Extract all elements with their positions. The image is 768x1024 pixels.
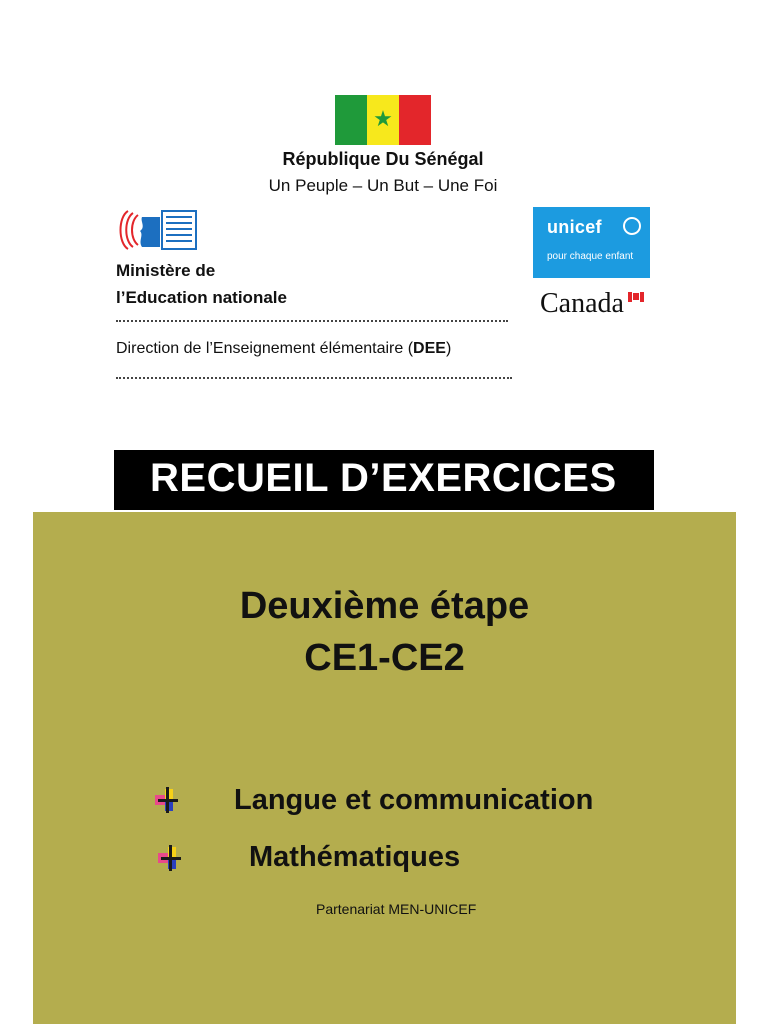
stage-line2: CE1-CE2 — [304, 637, 465, 679]
unicef-name: unicef — [547, 217, 602, 237]
ministry-name-line2: l’Education nationale — [116, 288, 287, 307]
national-motto: Un Peuple – Un But – Une Foi — [268, 176, 498, 195]
partnership-text: Partenariat MEN-UNICEF — [316, 901, 477, 917]
direction-abbr: DEE — [413, 340, 446, 357]
ministry-logo — [116, 207, 200, 253]
cover-title: RECUEIL D’EXERCICES — [150, 456, 617, 500]
canada-wordmark: Canada — [540, 288, 624, 319]
ministry-name-line1: Ministère de — [116, 261, 216, 280]
maple-leaf-flag-icon — [628, 292, 644, 302]
unicef-logo — [533, 207, 650, 278]
senegal-flag — [335, 95, 431, 145]
divider — [116, 377, 512, 379]
globe-icon — [623, 217, 641, 235]
stage-heading — [33, 580, 736, 684]
divider — [116, 320, 508, 322]
direction-text: Direction de l’Enseignement élémentaire (DEE) — [116, 340, 452, 357]
ministry-name — [116, 257, 287, 311]
country-name: République Du Sénégal — [282, 149, 484, 169]
stage-line1: Deuxième étape — [239, 585, 530, 627]
star-icon: ★ — [373, 106, 393, 132]
bullet-icon — [155, 787, 179, 813]
subject-item: Mathématiques — [249, 841, 461, 873]
unicef-tagline: pour chaque enfant — [547, 251, 634, 262]
subject-item: Langue et communication — [234, 784, 594, 816]
bullet-icon — [158, 845, 182, 871]
cover-title-bar — [114, 450, 654, 510]
